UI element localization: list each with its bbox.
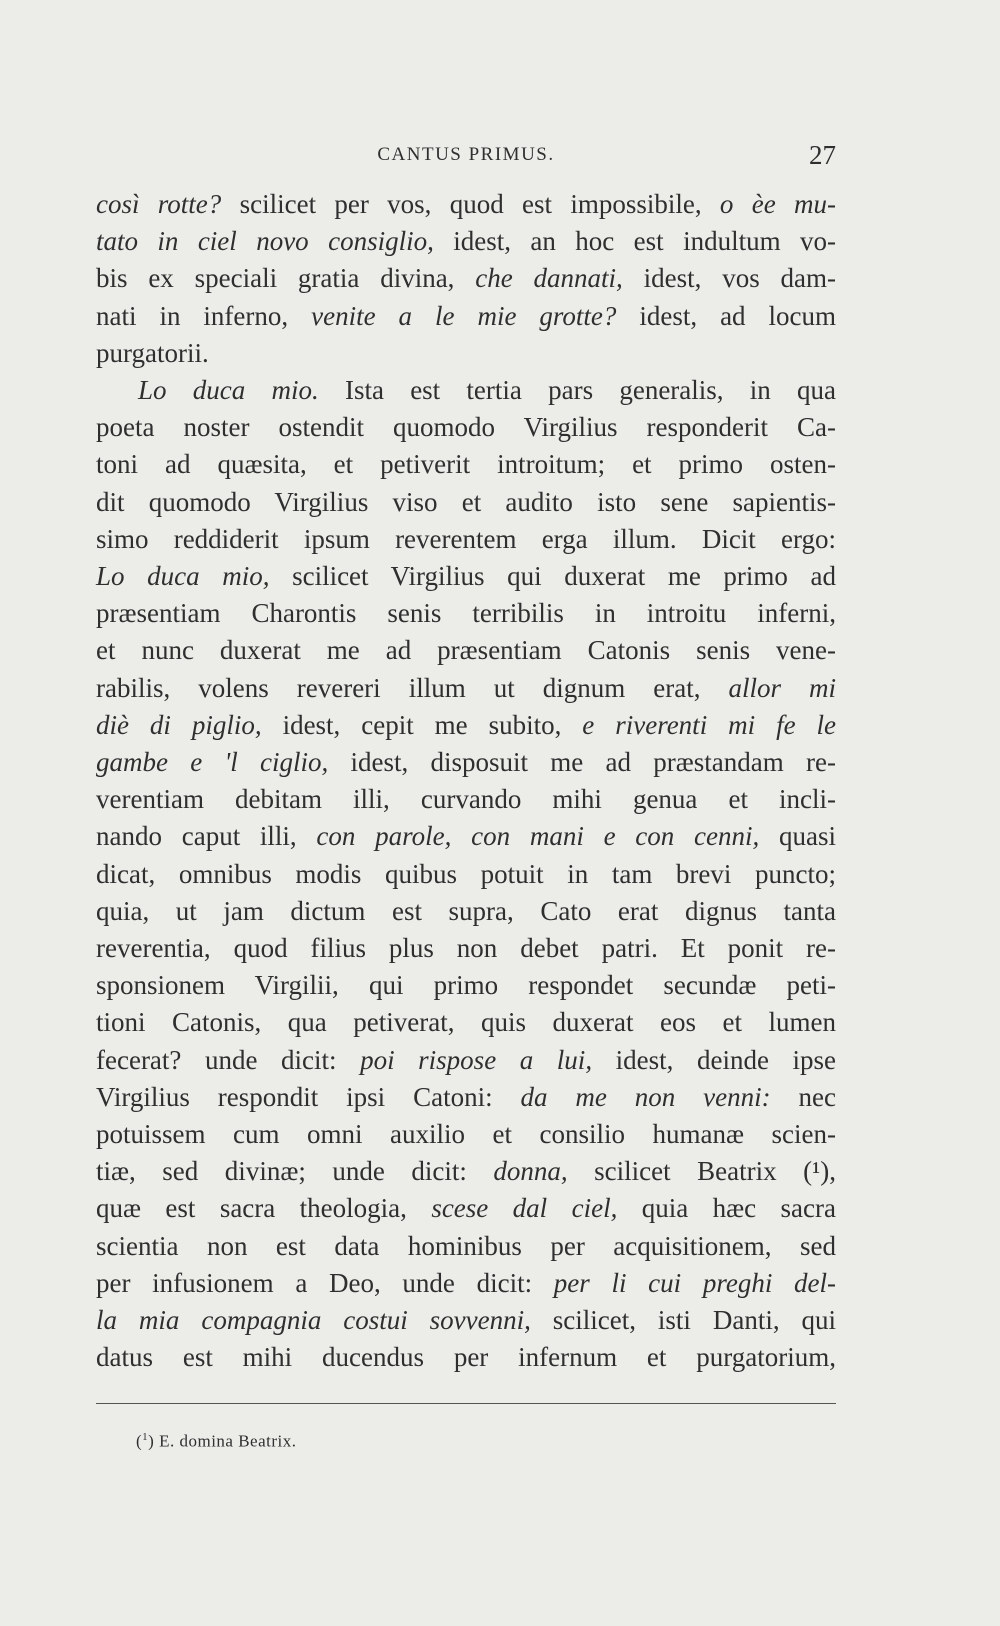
text-segment: quia hæc sacra bbox=[617, 1193, 836, 1224]
text-line bbox=[96, 670, 836, 707]
text-line bbox=[96, 1042, 836, 1079]
italic-quote: diè di piglio, bbox=[96, 709, 262, 740]
italic-quote: con parole, con mani e con cenni, bbox=[316, 821, 760, 852]
text-segment: simo reddiderit ipsum reverentem erga illum. Dicit ergo: bbox=[96, 523, 836, 554]
text-segment: purgatorii. bbox=[96, 337, 209, 368]
italic-quote: poi rispose a lui, bbox=[360, 1044, 593, 1075]
text-line bbox=[96, 632, 836, 669]
text-line bbox=[96, 967, 836, 1004]
text-line bbox=[96, 372, 836, 409]
italic-quote: gambe e 'l ciglio, bbox=[96, 747, 329, 778]
italic-quote: che dannati, bbox=[475, 263, 623, 294]
italic-quote: Lo duca mio. bbox=[138, 375, 319, 406]
text-line bbox=[96, 521, 836, 558]
text-segment: quasi bbox=[759, 821, 836, 852]
text-line bbox=[96, 1153, 836, 1190]
text-segment: tioni Catonis, qua petiverat, quis duxerat eos et lumen bbox=[96, 1007, 836, 1038]
text-line bbox=[96, 893, 836, 930]
italic-quote: per li cui preghi del- bbox=[553, 1267, 836, 1298]
text-line bbox=[96, 595, 836, 632]
italic-quote: da me non venni: bbox=[520, 1081, 771, 1112]
italic-quote: donna, bbox=[493, 1156, 568, 1187]
italic-quote: così rotte? bbox=[96, 189, 222, 219]
text-line bbox=[96, 1265, 836, 1302]
text-line bbox=[96, 1079, 836, 1116]
text-line bbox=[96, 1004, 836, 1041]
text-segment: scilicet Virgilius qui duxerat me primo ad bbox=[269, 561, 837, 592]
text-segment: idest, deinde ipse bbox=[592, 1044, 836, 1075]
text-segment: idest, cepit me subito, bbox=[261, 709, 583, 740]
text-segment: dit quomodo Virgilius viso et audito isto sene sapientis- bbox=[96, 486, 836, 517]
text-line bbox=[96, 409, 836, 446]
text-line bbox=[96, 707, 836, 744]
text-line bbox=[96, 335, 836, 372]
text-segment: Virgilius respondit ipsi Catoni: bbox=[96, 1081, 521, 1112]
text-line bbox=[96, 260, 836, 297]
text-line bbox=[96, 930, 836, 967]
text-segment: toni ad quæsita, et petiverit introitum; et primo osten- bbox=[96, 449, 836, 480]
page-number: 27 bbox=[809, 140, 836, 170]
text-line bbox=[96, 558, 836, 595]
text-line bbox=[96, 484, 836, 521]
text-segment: dicat, omnibus modis quibus potuit in tam brevi puncto; bbox=[96, 858, 836, 889]
text-segment: quia, ut jam dictum est supra, Cato erat dignus tanta bbox=[96, 895, 836, 926]
text-segment: potuissem cum omni auxilio et consilio humanæ scien- bbox=[96, 1119, 836, 1150]
text-line bbox=[96, 1190, 836, 1227]
footnote: ($^1$) E. domina Beatrix. bbox=[136, 1431, 297, 1451]
italic-quote: scese dal ciel, bbox=[431, 1193, 618, 1224]
footnote-marker: 1 bbox=[142, 1431, 149, 1443]
text-segment: scilicet, isti Danti, qui bbox=[530, 1305, 836, 1336]
text-segment: per infusionem a Deo, unde dicit: bbox=[96, 1267, 554, 1298]
main-text-block bbox=[96, 186, 836, 1377]
text-line bbox=[96, 223, 836, 260]
text-segment: idest, an hoc est indultum vo- bbox=[433, 226, 836, 257]
text-segment: fecerat? unde dicit: bbox=[96, 1044, 361, 1075]
text-line bbox=[96, 781, 836, 818]
text-line bbox=[96, 1116, 836, 1153]
text-segment: et nunc duxerat me ad præsentiam Catonis senis vene- bbox=[96, 635, 836, 666]
page-header bbox=[96, 140, 836, 174]
text-segment: tiæ, sed divinæ; unde dicit: bbox=[96, 1156, 494, 1187]
text-line bbox=[96, 1339, 836, 1376]
text-segment: datus est mihi ducendus per infernum et purgatorium, bbox=[96, 1342, 836, 1373]
text-segment: verentiam debitam illi, curvando mihi genua et incli- bbox=[96, 784, 836, 815]
text-line bbox=[96, 856, 836, 893]
italic-quote: e riverenti mi fe le bbox=[582, 709, 836, 740]
italic-quote: la mia compagnia costui sovvenni, bbox=[96, 1305, 531, 1336]
text-segment: idest, ad locum bbox=[616, 300, 836, 331]
italic-quote: Lo duca mio, bbox=[96, 561, 270, 592]
text-segment: scilicet per vos, quod est impossibile, bbox=[221, 189, 720, 219]
text-segment: poeta noster ostendit quomodo Virgilius responderit Ca- bbox=[96, 412, 836, 443]
text-segment: bis ex speciali gratia divina, bbox=[96, 263, 476, 294]
text-segment: scilicet Beatrix (¹), bbox=[567, 1156, 836, 1187]
text-segment: rabilis, volens revereri illum ut dignum erat, bbox=[96, 672, 729, 703]
footnote-text: E. domina Beatrix. bbox=[159, 1431, 297, 1451]
text-line bbox=[96, 1228, 836, 1265]
text-segment: nando caput illi, bbox=[96, 821, 317, 852]
text-segment: quæ est sacra theologia, bbox=[96, 1193, 432, 1224]
text-segment: idest, disposuit me ad præstandam re- bbox=[328, 747, 836, 778]
text-segment: nec bbox=[770, 1081, 836, 1112]
running-title: CANTUS PRIMUS. bbox=[377, 144, 555, 165]
text-line bbox=[96, 186, 836, 223]
footnote-divider bbox=[96, 1403, 836, 1404]
text-segment: præsentiam Charontis senis terribilis in introitu inferni, bbox=[96, 598, 836, 629]
text-segment: reverentia, quod filius plus non debet patri. Et ponit re- bbox=[96, 933, 836, 964]
italic-quote: o èe mu- bbox=[719, 189, 836, 219]
text-line bbox=[96, 1302, 836, 1339]
text-line bbox=[96, 298, 836, 335]
text-segment: idest, vos dam- bbox=[622, 263, 836, 294]
text-line bbox=[96, 446, 836, 483]
italic-quote: venite a le mie grotte? bbox=[311, 300, 617, 331]
text-segment: scientia non est data hominibus per acquisitionem, sed bbox=[96, 1230, 836, 1261]
text-line bbox=[96, 818, 836, 855]
italic-quote: allor mi bbox=[728, 672, 836, 703]
text-segment: Ista est tertia pars generalis, in qua bbox=[318, 375, 836, 406]
text-line bbox=[96, 744, 836, 781]
text-segment: sponsionem Virgilii, qui primo respondet secundæ peti- bbox=[96, 970, 836, 1001]
italic-quote: tato in ciel novo consiglio, bbox=[96, 226, 434, 257]
text-segment: nati in inferno, bbox=[96, 300, 312, 331]
